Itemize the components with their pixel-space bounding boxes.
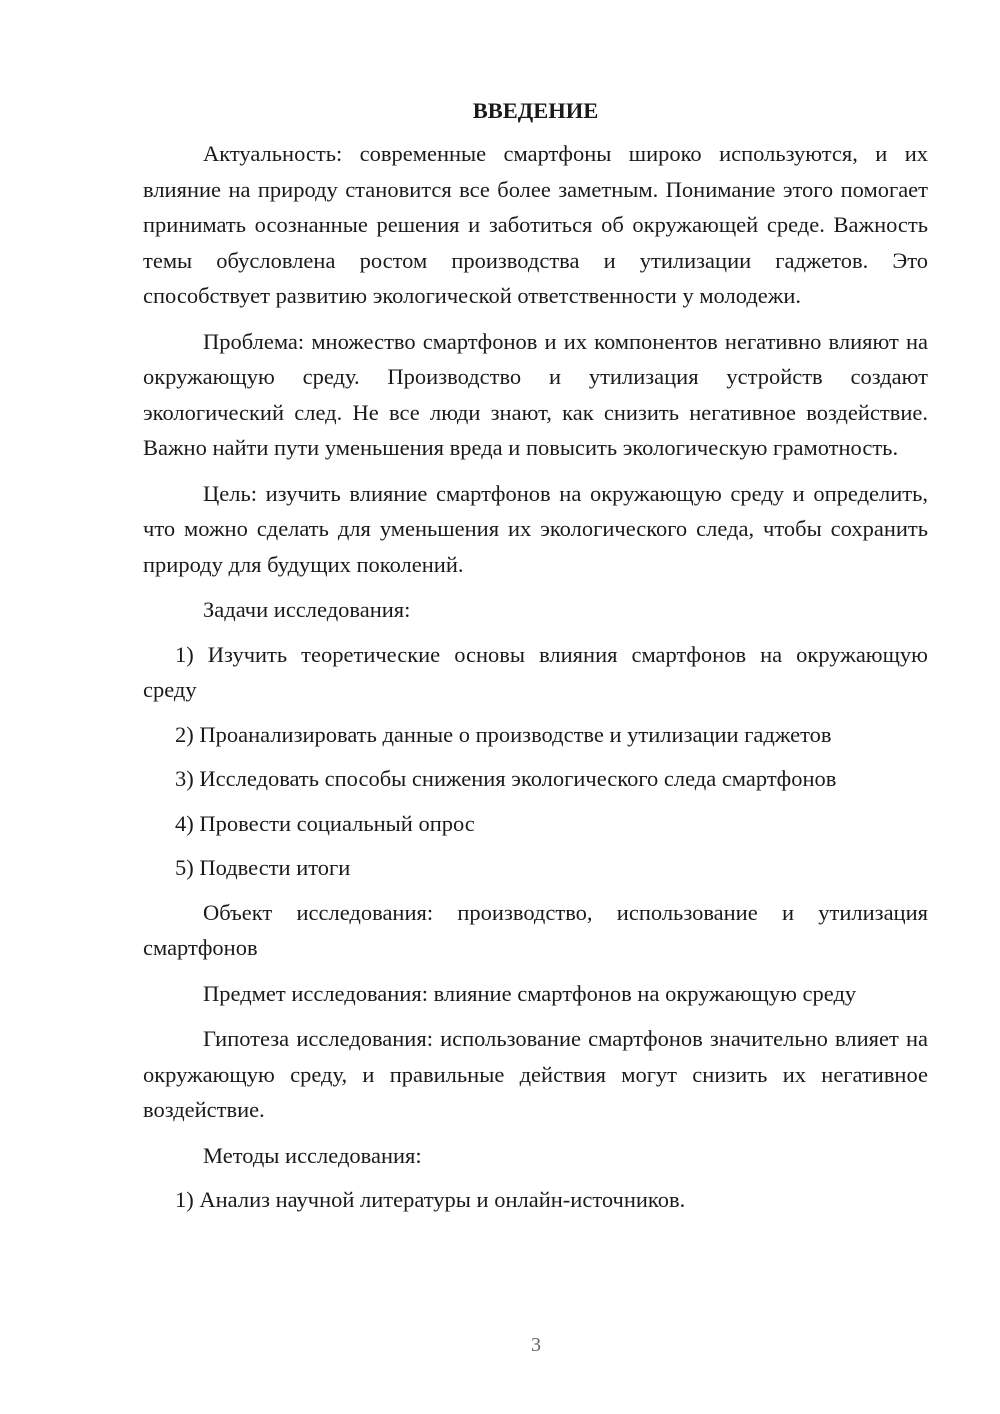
section-title: ВВЕДЕНИЕ xyxy=(472,98,599,123)
subject-paragraph: Предмет исследования: влияние смартфонов на окружающую среду xyxy=(203,980,857,1006)
page-number: 3 xyxy=(531,1334,541,1356)
task-item-4: 4) Провести социальный опрос xyxy=(175,810,475,836)
relevance-paragraph: Актуальность: современные смартфоны широко используются, и их влияние на природу становится все более заметным. Понимание этого помогает принимать осознанные решения и заботиться об окружающей среде. Важность темы обусловлена ростом производства и утилизации гаджетов. Это способствует развитию экологической ответственности у молодежи. xyxy=(143,141,928,308)
goal-paragraph: Цель: изучить влияние смартфонов на окружающую среду и определить, что можно сделать для уменьшения их экологического следа, чтобы сохранить природу для будущих поколений. xyxy=(143,480,928,577)
hypothesis-paragraph: Гипотеза исследования: использование смартфонов значительно влияет на окружающую среду, и правильные действия могут снизить их негативное воздействие. xyxy=(143,1026,928,1122)
problem-paragraph: Проблема: множество смартфонов и их компонентов негативно влияют на окружающую среду. Производство и утилизация устройств создают экологический след. Не все люди знают, как снизить негативное воздействие. Важно найти пути уменьшения вреда и повысить экологическую грамотность. xyxy=(143,328,928,460)
task-item-2: 2) Проанализировать данные о производстве и утилизации гаджетов xyxy=(175,721,832,747)
tasks-heading: Задачи исследования: xyxy=(203,597,411,622)
task-item-5: 5) Подвести итоги xyxy=(175,855,351,880)
method-item-1: 1) Анализ научной литературы и онлайн-источников. xyxy=(175,1187,686,1212)
object-paragraph: Объект исследования: производство, использование и утилизация смартфонов xyxy=(143,899,928,960)
document-page xyxy=(143,96,928,1227)
task-item-1: 1) Изучить теоретические основы влияния смартфонов на окружающую среду xyxy=(143,641,928,702)
methods-heading: Методы исследования: xyxy=(203,1142,422,1168)
task-item-3: 3) Исследовать способы снижения экологического следа смартфонов xyxy=(175,766,837,791)
